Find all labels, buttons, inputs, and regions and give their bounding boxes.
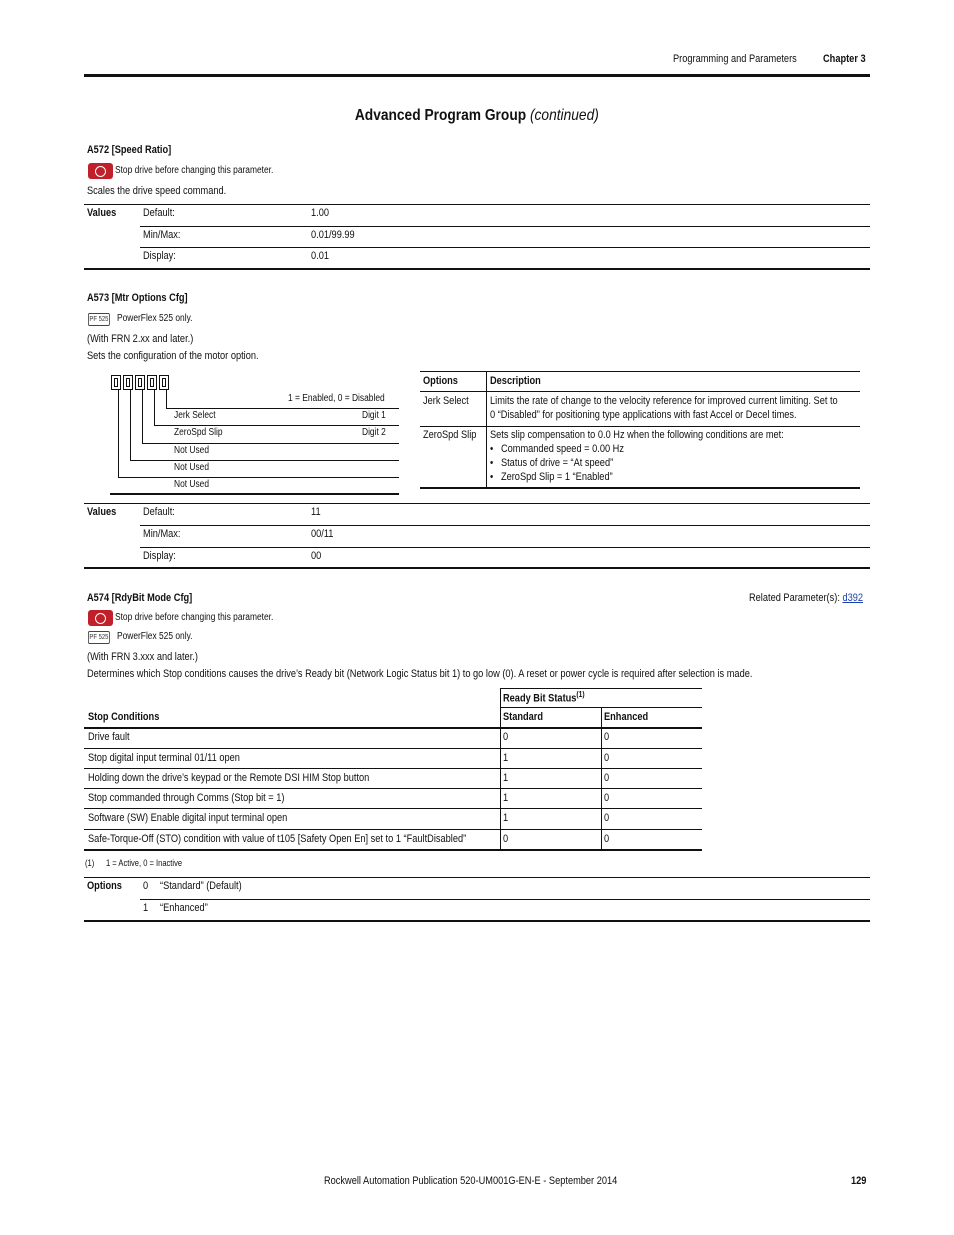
leader-line [154, 390, 155, 426]
param-heading-a573: A573 [Mtr Options Cfg] [87, 292, 188, 304]
bit-name: ZeroSpd Slip [174, 427, 223, 438]
table-cell-condition: Drive fault [88, 731, 130, 743]
bit-name: Jerk Select [174, 410, 216, 421]
related-parameters: Related Parameter(s): d392 [749, 592, 864, 604]
value-display: 0.01 [311, 250, 329, 262]
digit-box-icon [111, 375, 121, 390]
bit-rule [118, 477, 399, 478]
frn-note: (With FRN 3.xxx and later.) [87, 651, 198, 663]
col-group-header: Ready Bit Status$^{(1)}$ [503, 690, 585, 705]
bit-name: Not Used [174, 462, 210, 473]
value-label-default: Default: [143, 207, 175, 219]
option-name: ZeroSpd Slip [423, 429, 477, 441]
table-cell-enhanced: 0 [604, 752, 610, 764]
options-label: Options [87, 880, 122, 892]
pf-note: PowerFlex 525 only. [117, 313, 193, 324]
bullet-item: • ZeroSpd Slip = 1 “Enabled” [490, 471, 613, 483]
stop-octagon-icon [88, 610, 113, 626]
values-top-rule [84, 204, 870, 205]
stop-octagon-icon [88, 163, 113, 179]
leader-line [118, 390, 119, 478]
value-minmax: 0.01/99.99 [311, 229, 355, 241]
table-cell-enhanced: 0 [604, 833, 610, 845]
param-heading-a572: A572 [Speed Ratio] [87, 144, 172, 156]
param-description: Determines which Stop conditions causes the drive’s Ready bit (Network Logic Status bit 1) to go low (0). A reset or power cycle is required after selection is made. [87, 668, 753, 680]
running-header-section: Programming and Parameters [673, 53, 797, 65]
table-row-rule [84, 748, 702, 749]
option-desc-line: Sets slip compensation to 0.0 Hz when the following conditions are met: [490, 429, 784, 441]
table-rule-bottom [420, 487, 860, 489]
values-bottom-rule [84, 567, 870, 569]
digit-box-icon [123, 375, 133, 390]
table-cell-condition: Holding down the drive’s keypad or the Remote DSI HIM Stop button [88, 772, 370, 784]
bit-digit: Digit 2 [362, 427, 386, 438]
table-cell-standard: 1 [503, 792, 509, 804]
param-description: Sets the configuration of the motor option. [87, 350, 259, 362]
running-header-chapter: Chapter 3 [823, 53, 866, 65]
row-rule [140, 247, 870, 248]
table-header-rule [84, 727, 702, 729]
col-header-standard: Standard [503, 711, 544, 723]
table-cell-condition: Stop commanded through Comms (Stop bit = 1) [88, 792, 285, 804]
table-row-rule [84, 768, 702, 769]
pf525-badge-icon: PF 525 [88, 631, 110, 644]
value-label-display: Display: [143, 550, 176, 562]
table-cell-condition: Safe-Torque-Off (STO) condition with value of t105 [Safety Open En] set to 1 “FaultDisabled” [88, 833, 467, 845]
row-rule [140, 547, 870, 548]
bit-name: Not Used [174, 445, 210, 456]
bit-rule [142, 443, 399, 444]
frn-note: (With FRN 2.xx and later.) [87, 333, 194, 345]
leader-line [166, 390, 167, 409]
value-default: 1.00 [311, 207, 329, 219]
table-cell-standard: 1 [503, 812, 509, 824]
col-header-enhanced: Enhanced [604, 711, 649, 723]
option-desc-line: Limits the rate of change to the velocity reference for improved current limiting. Set to [490, 395, 838, 407]
table-rule [500, 688, 702, 689]
row-rule [140, 525, 870, 526]
pf-note: PowerFlex 525 only. [117, 631, 193, 642]
table-bottom-rule [84, 849, 702, 851]
table-cell-enhanced: 0 [604, 731, 610, 743]
table-cell-enhanced: 0 [604, 812, 610, 824]
digit-box-icon [147, 375, 157, 390]
table-cell-standard: 0 [503, 731, 509, 743]
col-header-description: Description [490, 375, 541, 387]
table-cell-standard: 1 [503, 752, 509, 764]
value-minmax: 00/11 [311, 528, 334, 540]
option-desc-line: 0 “Disabled” for positioning type applications with fast Accel or Decel times. [490, 409, 797, 421]
option-number: 0 [143, 880, 149, 892]
table-row-rule [84, 829, 702, 830]
value-label-display: Display: [143, 250, 176, 262]
value-default: 11 [311, 506, 321, 518]
value-label-minmax: Min/Max: [143, 528, 181, 540]
bit-rule-bottom [110, 493, 399, 495]
table-cell-standard: 0 [503, 833, 509, 845]
header-rule [84, 74, 870, 77]
row-rule [140, 899, 870, 900]
table-col-rule [486, 371, 487, 488]
value-display: 00 [311, 550, 322, 562]
leader-line [130, 390, 131, 461]
table-col-rule [500, 688, 501, 850]
table-row-rule [84, 788, 702, 789]
param-description: Scales the drive speed command. [87, 185, 227, 197]
bit-rule [166, 408, 399, 409]
table-row-rule [84, 808, 702, 809]
page-number: 129 [851, 1175, 867, 1187]
values-bottom-rule [84, 268, 870, 270]
bit-legend: 1 = Enabled, 0 = Disabled [288, 393, 385, 404]
table-cell-condition: Stop digital input terminal 01/11 open [88, 752, 240, 764]
table-cell-condition: Software (SW) Enable digital input terminal open [88, 812, 288, 824]
digit-box-icon [135, 375, 145, 390]
pf525-badge-icon: PF 525 [88, 313, 110, 326]
values-label: Values [87, 506, 117, 518]
bullet-item: • Commanded speed = 0.00 Hz [490, 443, 624, 455]
option-name: Jerk Select [423, 395, 469, 407]
option-text: “Standard” (Default) [160, 880, 242, 892]
footnote-mark: (1) [85, 858, 95, 868]
values-label: Values [87, 207, 117, 219]
option-number: 1 [143, 902, 149, 914]
table-cell-standard: 1 [503, 772, 509, 784]
footer-publication: Rockwell Automation Publication 520-UM001G-EN-E - September 2014 [324, 1175, 618, 1187]
table-cell-enhanced: 0 [604, 772, 610, 784]
leader-line [142, 390, 143, 444]
option-text: “Enhanced” [160, 902, 208, 914]
table-rule [420, 426, 860, 427]
stop-note: Stop drive before changing this parameter. [115, 165, 274, 176]
col-header-conditions: Stop Conditions [88, 711, 160, 723]
section-title: Advanced Program Group (continued) [355, 107, 599, 124]
footnote-text: 1 = Active, 0 = Inactive [106, 858, 183, 868]
values-top-rule [84, 503, 870, 504]
param-heading-a574: A574 [RdyBit Mode Cfg] [87, 592, 193, 604]
related-param-link[interactable]: d392 [842, 592, 864, 604]
bit-digit: Digit 1 [362, 410, 386, 421]
row-rule [140, 226, 870, 227]
value-label-default: Default: [143, 506, 175, 518]
stop-note: Stop drive before changing this parameter. [115, 612, 274, 623]
bit-name: Not Used [174, 479, 210, 490]
bit-rule [130, 460, 399, 461]
bit-rule [154, 425, 399, 426]
value-label-minmax: Min/Max: [143, 229, 181, 241]
col-header-options: Options [423, 375, 458, 387]
options-top-rule [84, 877, 870, 878]
options-bottom-rule [84, 920, 870, 922]
table-cell-enhanced: 0 [604, 792, 610, 804]
bullet-item: • Status of drive = “At speed” [490, 457, 614, 469]
